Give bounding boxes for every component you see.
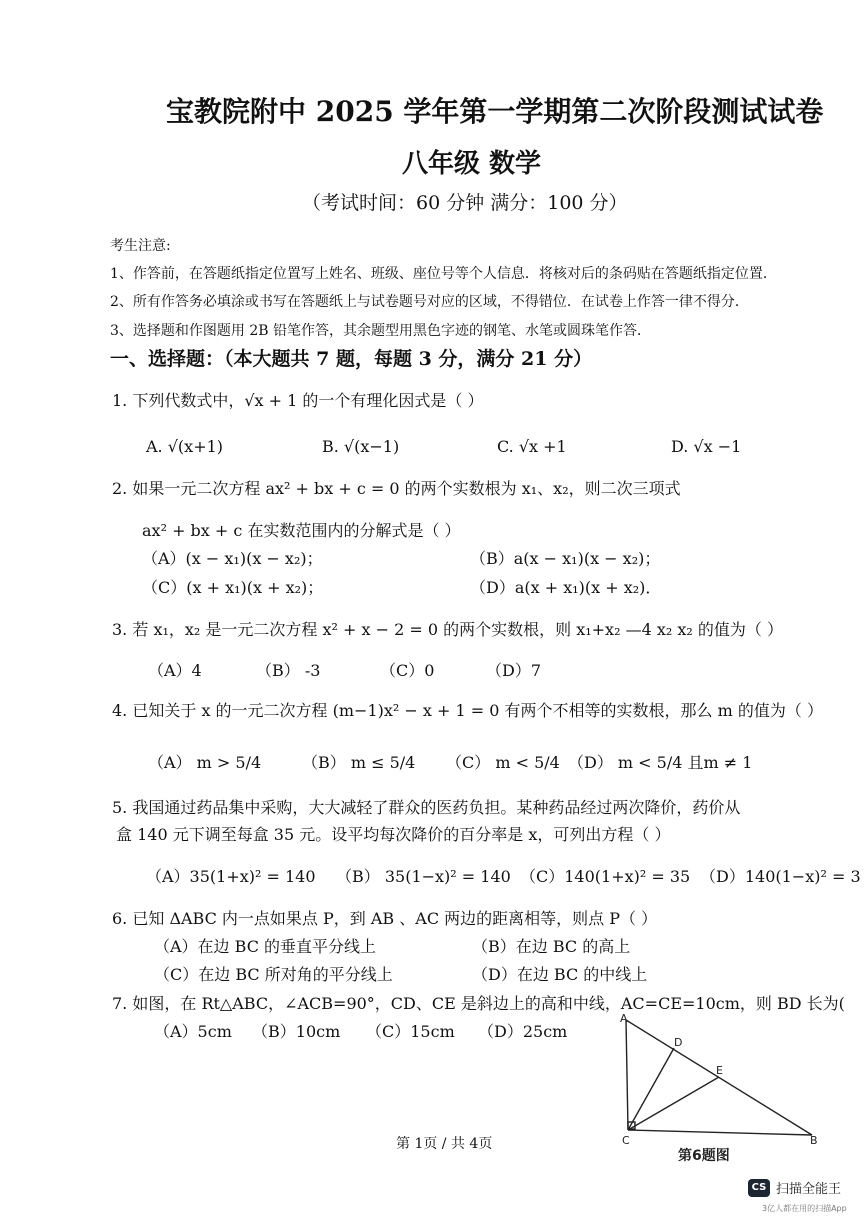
question-2-option-a: （A）(x − x₁)(x − x₂)； bbox=[142, 549, 323, 568]
label-a: A bbox=[620, 1012, 628, 1025]
question-4-stem: 4. 已知关于 x 的一元二次方程 (m−1)x² − x + 1 = 0 有两个不相等的实数根，那么 m 的值为（ ） bbox=[112, 701, 823, 720]
question-4-option-a: （A） m > 5/4 bbox=[148, 753, 262, 772]
note-item: 1、作答前，在答题纸指定位置写上姓名、班级、座位号等个人信息．将核对后的条码贴在答题纸指定位置． bbox=[110, 266, 777, 282]
scanner-logo-icon: CS bbox=[748, 1179, 770, 1197]
question-7-option-b: （B）10cm bbox=[252, 1022, 341, 1041]
question-7-option-c: （C）15cm bbox=[366, 1022, 455, 1041]
segment-ac bbox=[626, 1020, 628, 1130]
question-2-option-c: （C）(x + x₁)(x + x₂)； bbox=[142, 578, 324, 597]
question-6-option-c: （C）在边 BC 所对角的平分线上 bbox=[154, 965, 393, 984]
question-3-option-a: （A）4 bbox=[148, 661, 202, 680]
scanner-name: 扫描全能王 bbox=[776, 1182, 842, 1197]
question-6-option-a: （A）在边 BC 的垂直平分线上 bbox=[154, 937, 377, 956]
exam-subtitle: 八年级 数学 bbox=[402, 149, 542, 179]
question-7-option-d: （D）25cm bbox=[478, 1022, 568, 1041]
note-item: 3、选择题和作图题用 2B 铅笔作答，其余题型用黑色字迹的钢笔、水笔或圆珠笔作答． bbox=[110, 323, 652, 339]
segment-cb bbox=[628, 1130, 812, 1135]
question-3-option-c: （C）0 bbox=[380, 661, 435, 680]
question-7-option-a: （A）5cm bbox=[154, 1022, 232, 1041]
figure-caption: 第6题图 bbox=[678, 1148, 730, 1164]
segment-cd bbox=[628, 1048, 674, 1130]
question-6-option-d: （D）在边 BC 的中线上 bbox=[472, 965, 648, 984]
geometry-figure bbox=[600, 1010, 830, 1170]
question-2-stem: 2. 如果一元二次方程 ax² + bx + c = 0 的两个实数根为 x₁、x₂，则二次三项式 bbox=[112, 479, 681, 498]
question-5-option-c: （C）140(1+x)² = 35 bbox=[520, 867, 691, 886]
question-2-stem-cont: ax² + bx + c 在实数范围内的分解式是（ ） bbox=[142, 521, 461, 540]
question-5-option-a: （A）35(1+x)² = 140 bbox=[146, 867, 316, 886]
label-c: C bbox=[622, 1134, 630, 1147]
label-d: D bbox=[674, 1036, 683, 1049]
scanner-tagline: 3亿人都在用的扫描App bbox=[762, 1204, 847, 1213]
question-5-stem-cont: 盒 140 元下调至每盒 35 元。设平均每次降价的百分率是 x，可列出方程（ ） bbox=[116, 825, 671, 844]
question-3-stem: 3. 若 x₁，x₂ 是一元二次方程 x² + x − 2 = 0 的两个实数根，则 x₁+x₂ —4 x₂ x₂ 的值为（ ） bbox=[112, 620, 783, 639]
page-footer: 第 1页 / 共 4页 bbox=[396, 1136, 493, 1152]
label-e: E bbox=[716, 1064, 723, 1077]
question-1-option-d: D. √x −1 bbox=[671, 437, 742, 456]
question-1-stem: 1. 下列代数式中，√x + 1 的一个有理化因式是（ ） bbox=[112, 391, 484, 410]
notes-heading: 考生注意: bbox=[110, 238, 171, 254]
exam-title: 宝教院附中 2025 学年第一学期第二次阶段测试试卷 bbox=[166, 95, 824, 128]
question-4-option-d: （D） m < 5/4 且m ≠ 1 bbox=[568, 753, 753, 772]
question-5-option-b: （B） 35(1−x)² = 140 bbox=[336, 867, 511, 886]
question-5-option-d: （D）140(1−x)² = 3 bbox=[700, 867, 861, 886]
question-6-option-b: （B）在边 BC 的高上 bbox=[472, 937, 631, 956]
note-item: 2、所有作答务必填涂或书写在答题纸上与试卷题号对应的区域，不得错位．在试卷上作答一律不得分． bbox=[110, 294, 749, 310]
question-1-option-c: C. √x +1 bbox=[497, 437, 567, 456]
question-7-stem: 7. 如图，在 Rt△ABC，∠ACB=90°，CD、CE 是斜边上的高和中线，AC=CE=10cm，则 BD 长为( bbox=[112, 994, 845, 1013]
label-b: B bbox=[810, 1134, 818, 1147]
question-2-option-b: （B）a(x − x₁)(x − x₂)； bbox=[470, 549, 661, 568]
question-5-stem: 5. 我国通过药品集中采购，大大减轻了群众的医药负担。某种药品经过两次降价，药价从 bbox=[112, 798, 741, 817]
question-6-stem: 6. 已知 ΔABC 内一点如果点 P，到 AB 、AC 两边的距离相等，则点 P（ ） bbox=[112, 909, 658, 928]
question-1-option-a: A. √(x+1) bbox=[146, 437, 224, 456]
section-heading: 一、选择题：（本大题共 7 题，每题 3 分，满分 21 分） bbox=[110, 348, 593, 370]
exam-info: （考试时间：60 分钟 满分：100 分） bbox=[302, 192, 628, 214]
question-1-option-b: B. √(x−1) bbox=[322, 437, 400, 456]
question-4-option-b: （B） m ≤ 5/4 bbox=[302, 753, 416, 772]
question-3-option-d: （D）7 bbox=[486, 661, 542, 680]
question-2-option-d: （D）a(x + x₁)(x + x₂)． bbox=[470, 578, 662, 597]
scanner-badge bbox=[748, 1178, 841, 1197]
question-3-option-b: （B） -3 bbox=[256, 661, 321, 680]
segment-ce bbox=[628, 1077, 719, 1130]
question-4-option-c: （C） m < 5/4 bbox=[446, 753, 560, 772]
